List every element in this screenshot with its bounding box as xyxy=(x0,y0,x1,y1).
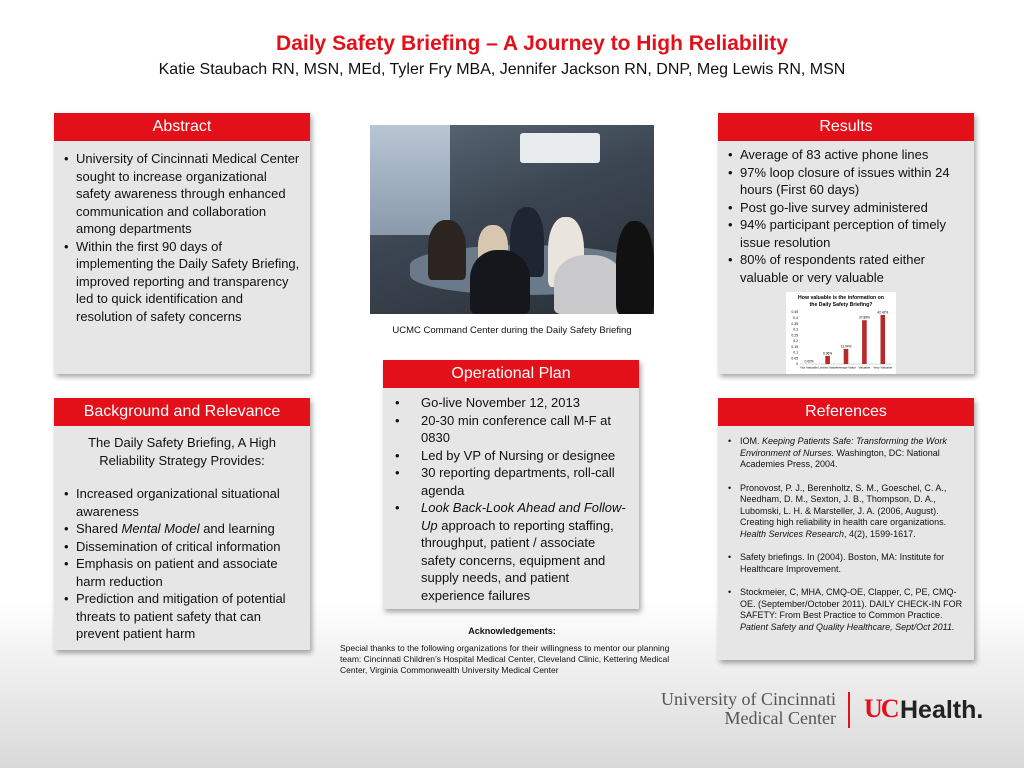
chart-bar xyxy=(862,320,867,364)
reference-item: • Pronovost, P. J., Berenholtz, S. M., Goeschel, C. A., Needham, D. M., Sexton, J. B., Thompson, D. A., Lubomski, L. H. & Marsteller, J. A. (2006, August). Creating high reliability in health care organizations. Health Services Research, 4(2), 1599-1617. xyxy=(726,483,966,541)
chart-title-line2: the Daily Safety Briefing? xyxy=(809,302,873,308)
background-item: • Increased organizational situational awareness xyxy=(62,485,302,520)
results-item: • 97% loop closure of issues within 24 hours (First 60 days) xyxy=(726,164,966,199)
uc-health-wordmark: Health. xyxy=(900,696,984,724)
background-item: • Emphasis on patient and associate harm reduction xyxy=(62,555,302,590)
chart-category-label: Valuable xyxy=(858,365,871,370)
chart-y-tick-label: 0.3 xyxy=(793,327,798,332)
abstract-item: • Within the first 90 days of implementing the Daily Safety Briefing, improved reporting and transparency led to quick identification and resolution of safety concerns xyxy=(62,238,302,326)
chart-value-label: 6.96% xyxy=(823,351,833,356)
chart-y-tick-label: 0.05 xyxy=(791,356,798,361)
operational-plan-item: • 20-30 min conference call M-F at 0830 xyxy=(391,412,631,447)
chart-value-label: 37.88% xyxy=(858,315,870,320)
background-item: • Dissemination of critical information xyxy=(62,538,302,556)
uc-logo-line2: Medical Center xyxy=(724,708,836,728)
value-survey-chart-svg xyxy=(786,292,896,374)
operational-plan-item: • Go-live November 12, 2013 xyxy=(391,394,631,412)
acknowledgements-text: Special thanks to the following organizations for their willingness to mentor our planning team: Cincinnati Children’s Hospital Medical Center, Cleveland Clinic, Kettering Medical Center, Virginia Commonwealth University Medical Center xyxy=(340,643,670,675)
results-item: • Average of 83 active phone lines xyxy=(726,146,966,164)
photo-person xyxy=(428,220,466,280)
chart-y-tick-label: 0.1 xyxy=(793,350,798,355)
chart-category-label: Not Valuable xyxy=(800,365,818,370)
background-panel xyxy=(54,398,310,650)
operational-plan-item: • 30 reporting departments, roll-call agenda xyxy=(391,464,631,499)
background-item: • Shared Mental Model and learning xyxy=(62,520,302,538)
photo-window xyxy=(370,125,450,235)
command-center-photo xyxy=(370,125,654,314)
uc-logo-line1: University of Cincinnati xyxy=(661,689,836,709)
references-heading: References xyxy=(718,398,974,426)
chart-title-line1: How valuable is the information on xyxy=(798,295,884,301)
chart-category-label: Limited Value xyxy=(818,365,837,370)
photo-person xyxy=(554,255,624,314)
results-item: • Post go-live survey administered xyxy=(726,199,966,217)
poster-authors: Katie Staubach RN, MSN, MEd, Tyler Fry MBA, Jennifer Jackson RN, DNP, Meg Lewis RN, MSN xyxy=(158,61,846,78)
reference-item: • IOM. Keeping Patients Safe: Transforming the Work Environment of Nurses. Washington, DC: National Academies Press, 2004. xyxy=(726,436,966,471)
chart-value-label: 13.04% xyxy=(840,344,852,349)
background-intro: The Daily Safety Briefing, A High Reliability Strategy Provides: xyxy=(88,435,276,468)
operational-plan-item: • Look Back-Look Ahead and Follow-Up approach to reporting staffing, throughput, patient / associate safety concerns, equipment and supply needs, and patient experience failures xyxy=(391,499,631,604)
background-list xyxy=(62,485,302,643)
chart-y-tick-label: 0.15 xyxy=(791,344,798,349)
chart-y-tick-label: 0.45 xyxy=(791,310,798,315)
abstract-heading: Abstract xyxy=(54,113,310,141)
reference-item: • Stockmeier, C, MHA, CMQ-OE, Clapper, C, PE, CMQ-OE. (September/October 2011). DAILY CHECK-IN FOR SAFETY: From Best Practice to Common Practice. Patient Safety and Quality Healthcare, Sept/Oct 2011. xyxy=(726,587,966,633)
chart-bar xyxy=(825,356,830,364)
photo-person xyxy=(470,250,530,314)
operational-plan-panel xyxy=(383,360,639,609)
operational-plan-item: • Led by VP of Nursing or designee xyxy=(391,447,631,465)
chart-y-tick-label: 0.25 xyxy=(791,333,798,338)
uc-health-mark-icon: UC xyxy=(864,694,898,723)
photo-air-conditioner xyxy=(520,133,600,163)
chart-value-label: 42.42% xyxy=(877,310,889,315)
background-heading: Background and Relevance xyxy=(54,398,310,426)
operational-plan-list xyxy=(391,394,631,604)
poster-title: Daily Safety Briefing – A Journey to High Reliability xyxy=(276,32,788,55)
references-list xyxy=(726,436,966,633)
abstract-list xyxy=(62,150,302,325)
chart-category-label: Very Valuable xyxy=(873,365,893,370)
references-panel xyxy=(718,398,974,660)
results-item: • 80% of respondents rated either valuable or very valuable xyxy=(726,251,966,286)
chart-value-label: 0.00% xyxy=(804,359,814,364)
chart-bar xyxy=(881,315,886,364)
results-heading: Results xyxy=(718,113,974,141)
chart-category-label: Average Value xyxy=(835,365,857,370)
abstract-item: • University of Cincinnati Medical Center sought to increase organizational safety awareness through enhanced communication and collaboration among departments xyxy=(62,150,302,238)
chart-y-tick-label: 0 xyxy=(796,362,798,367)
acknowledgements-heading: Acknowledgements: xyxy=(468,626,556,636)
results-list xyxy=(726,146,966,286)
photo-caption: UCMC Command Center during the Daily Safety Briefing xyxy=(392,325,632,336)
photo-person xyxy=(616,221,654,314)
value-survey-chart xyxy=(786,292,896,374)
background-item: • Prediction and mitigation of potential threats to patient safety that can prevent patient harm xyxy=(62,590,302,643)
abstract-panel xyxy=(54,113,310,374)
chart-bar xyxy=(844,349,849,364)
chart-y-tick-label: 0.4 xyxy=(793,315,798,320)
operational-plan-heading: Operational Plan xyxy=(383,360,639,388)
results-item: • 94% participant perception of timely issue resolution xyxy=(726,216,966,251)
reference-item: • Safety briefings. In (2004). Boston, MA: Institute for Healthcare Improvement. xyxy=(726,552,966,575)
chart-y-tick-label: 0.35 xyxy=(791,321,798,326)
footer-logos xyxy=(652,690,992,735)
uc-medical-center-logo xyxy=(656,690,836,728)
chart-y-tick-label: 0.2 xyxy=(793,339,798,344)
logo-divider xyxy=(848,692,850,728)
